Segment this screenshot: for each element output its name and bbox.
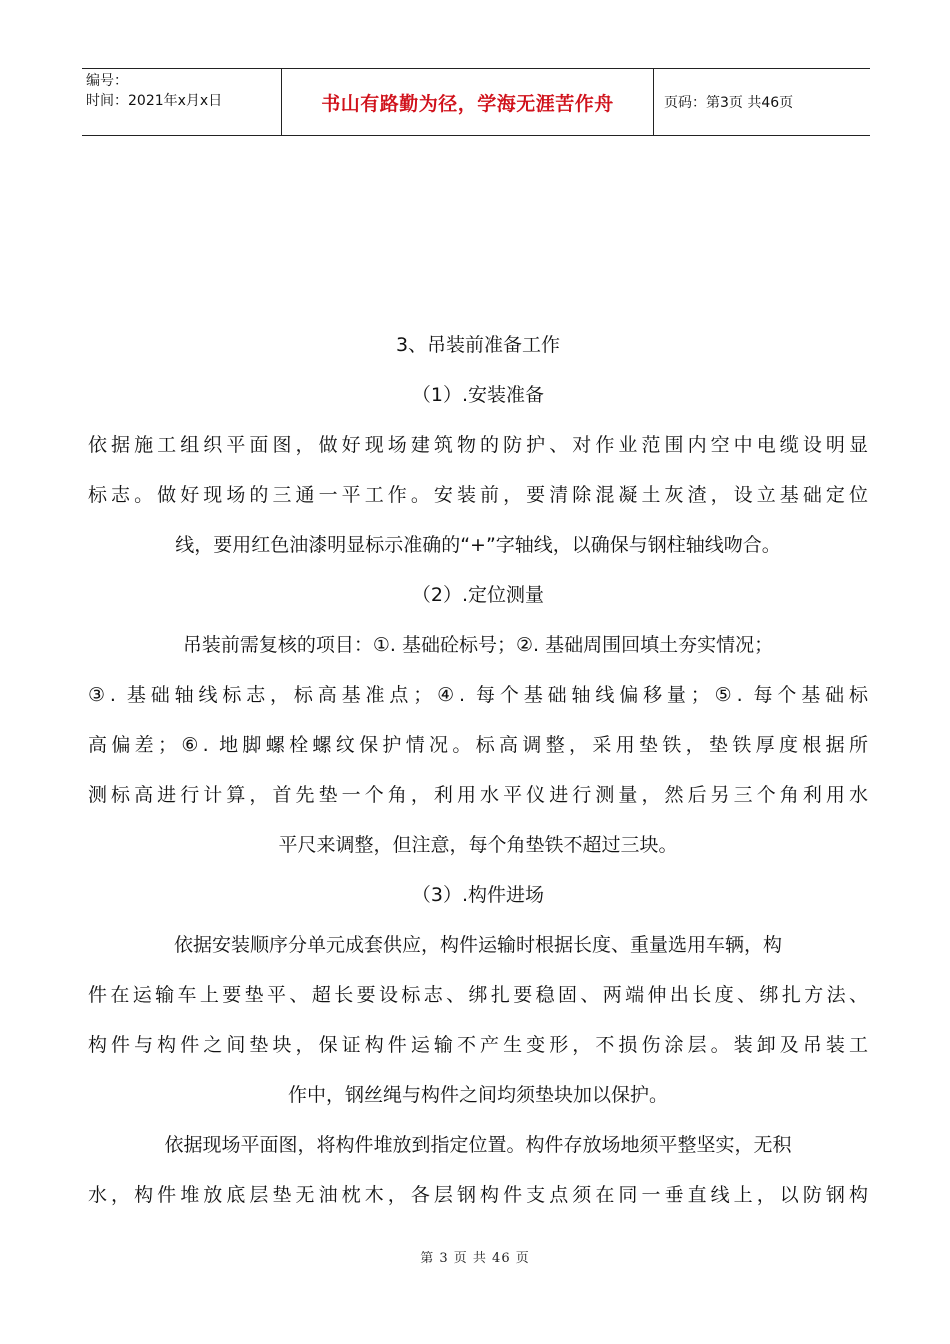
document-date: 时间：2021年x月x日	[86, 93, 223, 109]
paragraph-line: 高偏差；⑥. 地脚螺栓螺纹保护情况。标高调整，采用垫铁，垫铁厚度根据所	[88, 734, 868, 756]
paragraph-line: 吊装前需复核的项目：①. 基础砼标号；②. 基础周围回填土夯实情况；	[182, 634, 774, 656]
subsection-heading: （3）.构件进场	[411, 884, 545, 906]
header-page-info: 页码：第3页 共46页	[664, 95, 794, 111]
paragraph-line: 依据安装顺序分单元成套供应，构件运输时根据长度、重量选用车辆，构	[173, 934, 782, 956]
page-footer: 第 3 页 共 46 页	[420, 1251, 530, 1266]
paragraph-line: ③. 基础轴线标志，标高基准点；④. 每个基础轴线偏移量；⑤. 每个基础标	[88, 684, 868, 706]
paragraph-line: 作中，钢丝绳与构件之间均须垫块加以保护。	[287, 1084, 668, 1106]
paragraph-line: 依据施工组织平面图，做好现场建筑物的防护、对作业范围内空中电缆设明显	[88, 434, 868, 456]
paragraph-line: 平尺来调整，但注意，每个角垫铁不超过三块。	[278, 834, 678, 856]
paragraph-line: 件在运输车上要垫平、超长要设标志、绑扎要稳固、两端伸出长度、绑扎方法、	[88, 984, 868, 1006]
subsection-heading: （1）.安装准备	[411, 384, 545, 406]
header-page-cell	[654, 69, 870, 135]
subsection-heading: （2）.定位测量	[411, 584, 545, 606]
paragraph-line: 依据现场平面图，将构件堆放到指定位置。构件存放场地须平整坚实，无积	[164, 1134, 792, 1156]
paragraph-line: 线，要用红色油漆明显标示准确的“+”字轴线，以确保与钢柱轴线吻合。	[175, 534, 781, 556]
document-number-label: 编号：	[86, 73, 128, 89]
paragraph-line: 测标高进行计算，首先垫一个角，利用水平仪进行测量，然后另三个角利用水	[88, 784, 868, 806]
document-body	[88, 320, 868, 1220]
paragraph-line: 构件与构件之间垫块，保证构件运输不产生变形，不损伤涂层。装卸及吊装工	[88, 1034, 868, 1056]
paragraph-line: 标志。做好现场的三通一平工作。安装前，要清除混凝土灰渣，设立基础定位	[88, 484, 868, 506]
section-heading: 3、吊装前准备工作	[395, 334, 561, 356]
header-motto: 书山有路勤为径，学海无涯苦作舟	[321, 92, 614, 115]
header-motto-cell	[282, 69, 654, 135]
page-header	[82, 68, 870, 136]
header-meta-cell	[82, 69, 282, 135]
paragraph-line: 水，构件堆放底层垫无油枕木，各层钢构件支点须在同一垂直线上，以防钢构	[88, 1184, 868, 1206]
